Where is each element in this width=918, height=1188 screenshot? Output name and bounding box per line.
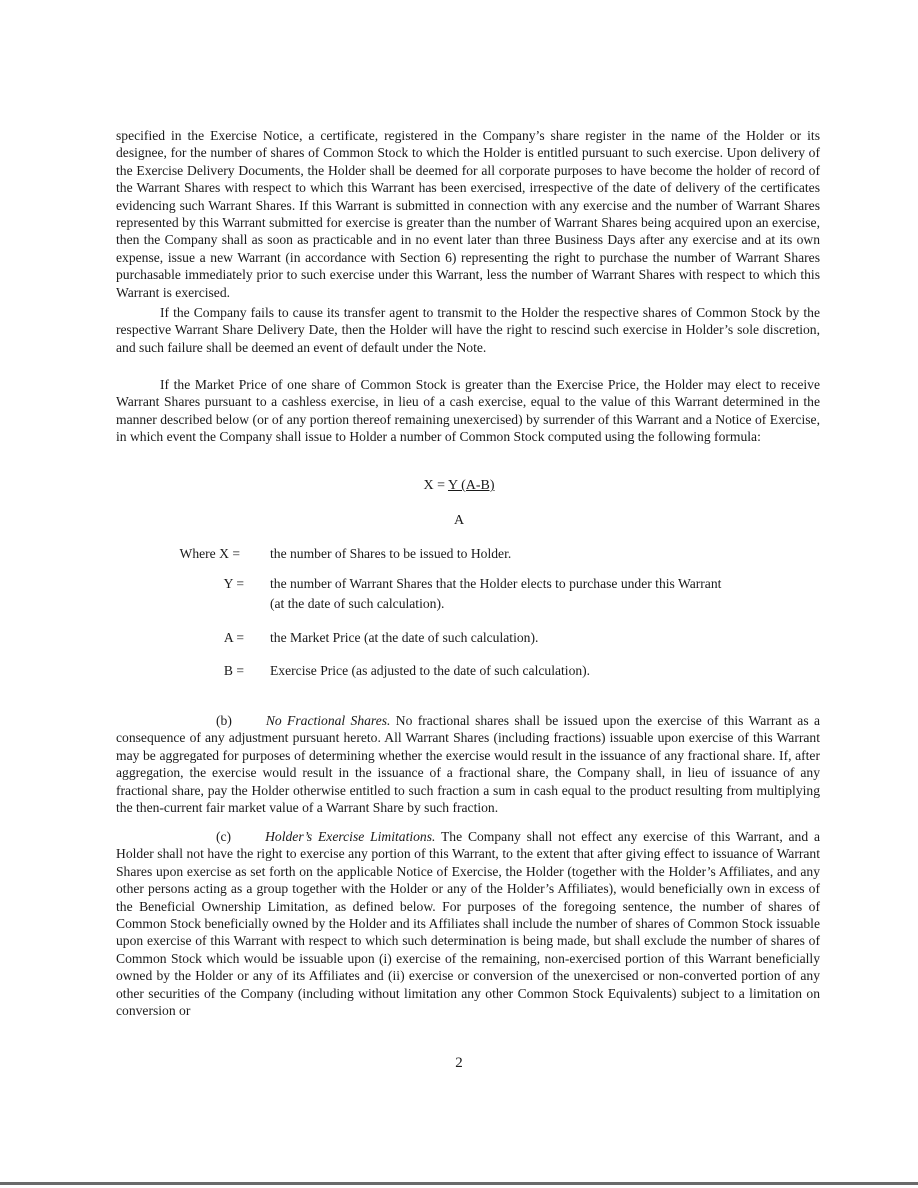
section-c-exercise-limitations: [116, 828, 820, 1019]
definition-label: Y =: [223, 576, 244, 591]
paragraph-rescind: If the Company fails to cause its transfer agent to transmit to the Holder the respective shares of Common Stock by the respective Warrant Share Delivery Date, then the Holder will have the right to rescind such exercise in Holder’s sole discretion, and such failure shall be deemed an event of default under the Note.: [116, 305, 820, 355]
definition-text: the number of Warrant Shares that the Holder elects to purchase under this Warrant: [270, 576, 722, 591]
definition-label: B =: [223, 663, 244, 678]
definition-text: Exercise Price (as adjusted to the date of such calculation).: [270, 663, 591, 678]
definition-text-continued: (at the date of such calculation).: [270, 596, 445, 611]
paragraph-cashless-exercise: If the Market Price of one share of Common Stock is greater than the Exercise Price, the Holder may elect to receive Warrant Shares pursuant to a cashless exercise, in lieu of a cash exercise, equal to the value of this Warrant determined in the manner described below (or of any portion thereof remaining unexercised) by surrender of this Warrant and a Notice of Exercise, in which event the Company shall issue to Holder a number of Common Stock computed using the following formula:: [116, 377, 820, 445]
page-number: 2: [455, 1055, 463, 1071]
definition-text: the number of Shares to be issued to Holder.: [270, 546, 512, 561]
definition-text: the Market Price (at the date of such calculation).: [270, 630, 539, 645]
section-b-body: No fractional shares shall be issued upon the exercise of this Warrant as a consequence of any adjustment pursuant hereto. All Warrant Shares (including fractions) issuable upon exercise of this Warrant may be aggregated for purposes of determining whether the exercise would result in the issuance of any fractional share. If, after aggregation, the exercise would result in the issuance of a fractional share, the Company shall, in lieu of issuance of any fractional share, pay the Holder otherwise entitled to such fraction a sum in cash equal to the product resulting from multiplying the then-current fair market value of a Warrant Share by such fraction.: [116, 713, 820, 816]
section-b-heading: No Fractional Shares.: [265, 713, 391, 728]
paragraph-exercise-delivery: specified in the Exercise Notice, a certificate, registered in the Company’s share register in the name of the Holder or its designee, for the number of shares of Common Stock to which the Holder is entitled pursuant to such exercise. Upon delivery of the Exercise Delivery Documents, the Holder shall be deemed for all corporate purposes to have become the holder of record of the Warrant Shares with respect to which this Warrant has been exercised, irrespective of the date of delivery of the certificates evidencing such Warrant Shares. If this Warrant is submitted in connection with any exercise and the number of Warrant Shares represented by this Warrant submitted for exercise is greater than the number of Warrant Shares being acquired upon an exercise, then the Company shall as soon as practicable and in no event later than three Business Days after any exercise and at its own expense, issue a new Warrant (in accordance with Section 6) representing the right to purchase the number of Warrant Shares purchasable immediately prior to such exercise under this Warrant, less the number of Warrant Shares with respect to which this Warrant is exercised.: [116, 128, 820, 300]
section-b-marker: (b): [216, 713, 232, 728]
formula-denominator: A: [453, 513, 465, 528]
section-b-fractional-shares: [116, 712, 820, 816]
section-c-heading: Holder’s Exercise Limitations.: [265, 829, 436, 844]
formula-numerator: Y (A-B): [447, 478, 495, 493]
section-c-marker: (c): [216, 829, 232, 844]
definition-label: Where X =: [179, 546, 240, 561]
formula-line: [0, 477, 918, 495]
definition-label: A =: [223, 630, 244, 645]
scan-bottom-edge: [0, 1182, 918, 1185]
formula-lhs: X =: [423, 478, 448, 493]
section-c-body: The Company shall not effect any exercise of this Warrant, and a Holder shall not have the right to exercise any portion of this Warrant, to the extent that after giving effect to issuance of Warrant Shares upon exercise as set forth on the applicable Notice of Exercise, the Holder (together with the Holder’s Affiliates, and any other persons acting as a group together with the Holder or any of the Holder’s Affiliates), would beneficially own in excess of the Beneficial Ownership Limitation, as defined below. For purposes of the foregoing sentence, the number of shares of Common Stock beneficially owned by the Holder and its Affiliates shall include the number of shares of Common Stock issuable upon exercise of this Warrant with respect to which such determination is being made, but shall exclude the number of shares of Common Stock which would be issuable upon (i) exercise of the remaining, non-exercised portion of this Warrant beneficially owned by the Holder or any of its Affiliates and (ii) exercise or conversion of the unexercised or non-converted portion of any other securities of the Company (including without limitation any other Common Stock Equivalents) subject to a limitation on conversion or: [116, 829, 820, 1019]
